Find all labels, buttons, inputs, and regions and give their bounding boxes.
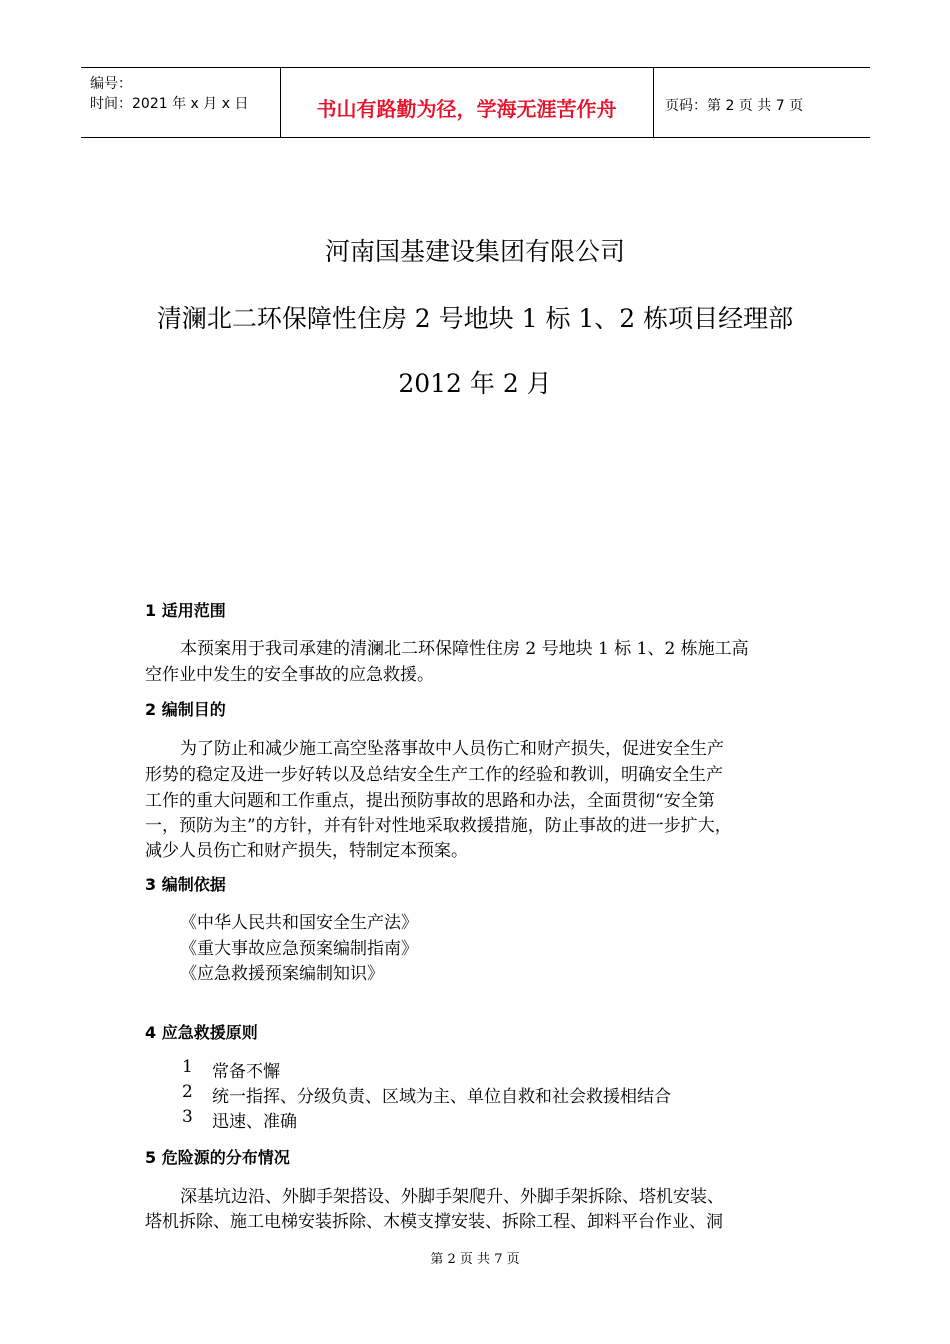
principle-text: 迅速、准确: [212, 1112, 297, 1132]
document-date: 2012 年 2 月: [398, 369, 552, 398]
principle-number: 2: [182, 1082, 193, 1102]
page-header: [81, 67, 870, 138]
principle-number: 3: [182, 1107, 193, 1127]
section-heading-purpose: 2 编制目的: [145, 700, 226, 719]
page-number-label: 页码：第 2 页 共 7 页: [665, 98, 804, 114]
company-title: 河南国基建设集团有限公司: [324, 237, 625, 266]
section-heading-scope: 1 适用范围: [145, 601, 226, 620]
header-motto-cell: [280, 68, 654, 137]
motto-text: 书山有路勤为径，学海无涯苦作舟: [316, 97, 617, 121]
paragraph-line: 塔机拆除、施工电梯安装拆除、木模支撑安装、拆除工程、卸料平台作业、洞: [145, 1212, 723, 1232]
paragraph-line: 空作业中发生的安全事故的应急救援。: [145, 665, 434, 685]
section-heading-principles: 4 应急救援原则: [145, 1023, 258, 1042]
page-footer: 第 2 页 共 7 页: [430, 1252, 520, 1267]
paragraph-line: 形势的稳定及进一步好转以及总结安全生产工作的经验和教训，明确安全生产: [145, 765, 723, 785]
paragraph-line: 一，预防为主”的方针，并有针对性地采取救援措施，防止事故的进一步扩大，: [145, 816, 732, 836]
paragraph-line: 深基坑边沿、外脚手架搭设、外脚手架爬升、外脚手架拆除、塔机安装、: [180, 1187, 724, 1207]
principle-text: 统一指挥、分级负责、区域为主、单位自救和社会救援相结合: [212, 1087, 671, 1107]
number-label: 编号：: [90, 76, 132, 92]
reference-item: 《中华人民共和国安全生产法》: [180, 913, 418, 933]
header-info-cell: [81, 68, 281, 137]
time-label: 时间：2021 年 x 月 x 日: [90, 96, 249, 112]
paragraph-line: 减少人员伤亡和财产损失，特制定本预案。: [145, 841, 468, 861]
paragraph-line: 为了防止和减少施工高空坠落事故中人员伤亡和财产损失，促进安全生产: [180, 739, 724, 759]
principle-number: 1: [182, 1057, 193, 1077]
paragraph-line: 工作的重大问题和工作重点，提出预防事故的思路和办法，全面贯彻“安全第: [145, 791, 715, 811]
project-title: 清澜北二环保障性住房 2 号地块 1 标 1、2 栋项目经理部: [156, 304, 794, 333]
reference-item: 《应急救援预案编制知识》: [180, 964, 384, 984]
section-heading-hazards: 5 危险源的分布情况: [145, 1148, 290, 1167]
reference-item: 《重大事故应急预案编制指南》: [180, 939, 418, 959]
principle-text: 常备不懈: [212, 1062, 280, 1082]
paragraph-line: 本预案用于我司承建的清澜北二环保障性住房 2 号地块 1 标 1、2 栋施工高: [180, 639, 749, 659]
section-heading-basis: 3 编制依据: [145, 875, 226, 894]
header-page-cell: [653, 68, 870, 137]
